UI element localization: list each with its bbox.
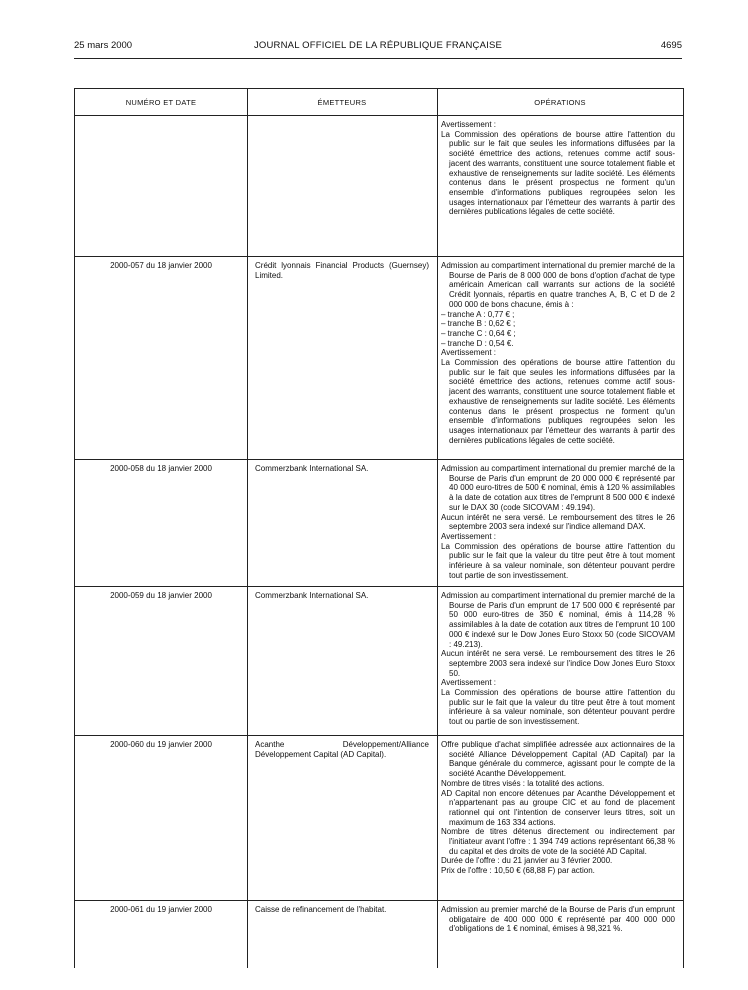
emetteur: Commerzbank International SA.	[255, 591, 369, 600]
numero-date: 2000-057 du 18 janvier 2000	[110, 261, 212, 270]
operations-paragraph: – tranche A : 0,77 € ;	[441, 309, 515, 319]
operations-paragraph: Avertissement :	[441, 531, 496, 541]
operations-paragraph: La Commission des opérations de bourse attire l'attention du public sur le fait que la valeur du titre peut être à tout moment inférieure à sa valeur nominale, son détenteur pouvant perdre tout partie de son investissement.	[441, 541, 675, 580]
table-row	[75, 901, 683, 971]
page-header	[74, 40, 682, 54]
operations-paragraph: AD Capital non encore détenues par Acanthe Développement et n'appartenant pas au groupe CIC et au fond de placement rationnel qui ont l'intention de conserver leurs titres, soit un maximum de 163 334 actions.	[441, 788, 675, 827]
issue-date: 25 mars 2000	[74, 40, 133, 51]
operations-paragraph: La Commission des opérations de bourse attire l'attention du public sur le fait que la valeur du titre peut être à tout moment inférieure à sa valeur nominale, son détenteur pouvant perdre tout ou partie de son investissement.	[441, 688, 675, 727]
numero-date: 2000-058 du 18 janvier 2000	[110, 464, 212, 473]
emetteur: Crédit lyonnais Financial Products (Guernsey) Limited.	[255, 261, 429, 280]
operations-paragraph: La Commission des opérations de bourse attire l'attention du public sur le fait que seules les informations diffusées par la société émettrice des actions, retenues comme actif sous-jacent des warrants, constituent une source totalement fiable et exhaustive de renseignements sur ladite société. Les éléments contenus dans le présent prospectus ne forment qu'un ensemble d'informations publiques regroupées selon les usages internationaux par l'émetteur des warrants à partir des dernières publications légales de cette société.	[441, 358, 675, 445]
operations-text	[441, 120, 675, 217]
header-rule	[74, 58, 682, 59]
numero-date: 2000-059 du 18 janvier 2000	[110, 591, 212, 600]
operations-text	[441, 261, 675, 445]
operations-paragraph: – tranche D : 0,54 €.	[441, 338, 514, 348]
emetteur: Caisse de refinancement de l'habitat.	[255, 905, 387, 914]
emetteur: Acanthe Développement/Alliance Développement Capital (AD Capital).	[255, 740, 429, 759]
operations-paragraph: Offre publique d'achat simplifiée adressée aux actionnaires de la société Alliance Développement Capital (AD Capital) par la Banque générale du commerce, agissant pour le compte de la société Acanthe Développement.	[441, 740, 675, 779]
operations-paragraph: Admission au compartiment international du premier marché de la Bourse de Paris d'un emprunt de 17 500 000 € représenté par 50 000 euro-titres de 350 € nominal, émis à 114,28 % assimilables à la date de cotation aux titres de l'emprunt 10 100 000 € indexé sur le Dow Jones Euro Stoxx 50 (code SICOVAM : 49.213).	[441, 591, 675, 649]
column-header-numero: NUMÉRO ET DATE	[125, 98, 197, 107]
operations-text	[441, 591, 675, 727]
numero-date: 2000-061 du 19 janvier 2000	[110, 905, 212, 914]
table-row	[75, 587, 683, 736]
operations-text	[441, 905, 675, 934]
operations-paragraph: Nombre de titres visés : la totalité des actions.	[441, 778, 605, 788]
operations-paragraph: Nombre de titres détenus directement ou indirectement par l'initiateur avant l'offre : 1 394 749 actions représentant 66,38 % du capital et des droits de vote de la société AD Capital.	[441, 827, 675, 856]
table-row	[75, 257, 683, 460]
operations-paragraph: – tranche C : 0,64 € ;	[441, 328, 516, 338]
operations-paragraph: Aucun intérêt ne sera versé. Le remboursement des titres le 26 septembre 2003 sera indexé sur l'indice allemand DAX.	[441, 512, 675, 532]
column-header-emetteurs: ÉMETTEURS	[317, 98, 367, 107]
column-header-operations: OPÉRATIONS	[534, 98, 586, 107]
numero-date: 2000-060 du 19 janvier 2000	[110, 740, 212, 749]
operations-paragraph: Durée de l'offre : du 21 janvier au 3 février 2000.	[441, 856, 613, 866]
operations-text	[441, 740, 675, 876]
emetteur: Commerzbank International SA.	[255, 464, 369, 473]
operations-paragraph: Avertissement :	[441, 348, 496, 358]
operations-table	[74, 88, 684, 968]
table-row	[75, 460, 683, 587]
operations-paragraph: Avertissement :	[441, 120, 496, 129]
page-number: 4695	[660, 40, 682, 51]
operations-paragraph: Admission au compartiment international du premier marché de la Bourse de Paris de 8 000 000 de bons d'option d'achat de type américain American call warrants sur actions de la société Crédit lyonnais, répartis en quatre tranches A, B, C et D de 2 000 000 de bons chacune, émis à :	[441, 261, 675, 309]
operations-paragraph: La Commission des opérations de bourse attire l'attention du public sur le fait que seules les informations diffusées par la société émettrice des actions, retenues comme actif sous-jacent des warrants, constituent une source totalement fiable et exhaustive de renseignements sur ladite société. Les éléments contenus dans le présent prospectus ne forment qu'un ensemble d'informations publiques regroupées selon les usages internationaux par l'émetteur des warrants à partir des dernières publications légales de cette société.	[441, 129, 675, 217]
operations-paragraph: Admission au premier marché de la Bourse de Paris d'un emprunt obligataire de 400 000 000 € représenté par 400 000 000 d'obligations de 1 € nominal, émises à 98,321 %.	[441, 905, 675, 934]
table-row	[75, 736, 683, 901]
table-row	[75, 116, 683, 257]
operations-text	[441, 464, 675, 580]
operations-paragraph: Prix de l'offre : 10,50 € (68,88 F) par action.	[441, 866, 595, 876]
operations-paragraph: Aucun intérêt ne sera versé. Le remboursement des titres le 26 septembre 2003 sera indexé sur l'indice Dow Jones Euro Stoxx 50.	[441, 649, 675, 678]
operations-paragraph: Avertissement :	[441, 678, 496, 688]
operations-paragraph: Admission au compartiment international du premier marché de la Bourse de Paris d'un emprunt de 20 000 000 € représenté par 40 000 euro-titres de 500 € nominal, émis à 120 % assimilables à la date de cotation aux titres de l'emprunt 8 500 000 € indexé sur le DAX 30 (code SICOVAM : 49.194).	[441, 464, 675, 512]
table-header	[75, 89, 683, 116]
operations-paragraph: – tranche B : 0,62 € ;	[441, 319, 516, 329]
journal-title: JOURNAL OFFICIEL DE LA RÉPUBLIQUE FRANÇAISE	[253, 40, 503, 51]
